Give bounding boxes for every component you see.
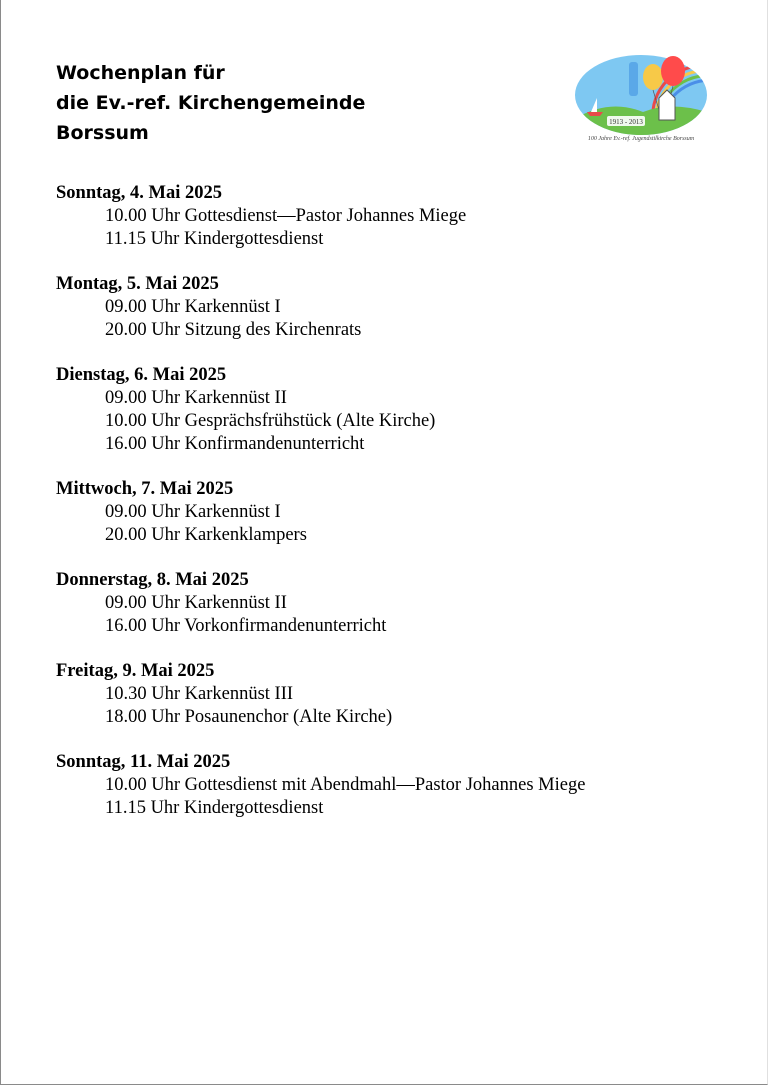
event-item: 16.00 Uhr Konfirmandenunterricht	[105, 434, 365, 454]
day-heading: Freitag, 9. Mai 2025	[56, 661, 215, 681]
logo-graphic	[573, 50, 713, 144]
church-anniversary-logo	[573, 50, 713, 144]
day-heading: Montag, 5. Mai 2025	[56, 274, 219, 294]
day-heading: Sonntag, 11. Mai 2025	[56, 752, 231, 772]
schedule-day	[56, 273, 716, 342]
day-heading: Mittwoch, 7. Mai 2025	[56, 479, 234, 499]
event-item: 11.15 Uhr Kindergottesdienst	[105, 229, 324, 249]
schedule-day	[56, 364, 716, 456]
page-title	[56, 58, 365, 148]
event-item: 18.00 Uhr Posaunenchor (Alte Kirche)	[105, 707, 393, 727]
event-item: 09.00 Uhr Karkennüst II	[105, 593, 287, 613]
day-heading: Dienstag, 6. Mai 2025	[56, 365, 227, 385]
schedule-day	[56, 751, 716, 820]
title-line-3: Borssum	[56, 122, 149, 144]
event-item: 10.00 Uhr Gesprächsfrühstück (Alte Kirche)	[105, 411, 436, 431]
event-item: 10.30 Uhr Karkennüst III	[105, 684, 294, 704]
event-item: 20.00 Uhr Sitzung des Kirchenrats	[105, 320, 362, 340]
schedule-day	[56, 569, 716, 638]
event-item: 09.00 Uhr Karkennüst I	[105, 502, 281, 522]
event-item: 20.00 Uhr Karkenklampers	[105, 525, 307, 545]
event-item: 09.00 Uhr Karkennüst I	[105, 297, 281, 317]
logo-balloon-red	[661, 56, 685, 86]
logo-balloon-yellow	[643, 64, 663, 90]
logo-years: 1913 - 2013	[609, 118, 643, 126]
title-line-1: Wochenplan für	[56, 62, 225, 84]
schedule-day	[56, 660, 716, 729]
schedule-day	[56, 478, 716, 547]
schedule-day	[56, 182, 716, 251]
event-item: 16.00 Uhr Vorkonfirmandenunterricht	[105, 616, 387, 636]
logo-digit-one	[629, 62, 638, 96]
event-item: 09.00 Uhr Karkennüst II	[105, 388, 287, 408]
weekly-schedule	[56, 182, 716, 842]
event-item: 11.15 Uhr Kindergottesdienst	[105, 798, 324, 818]
day-heading: Sonntag, 4. Mai 2025	[56, 183, 223, 203]
day-heading: Donnerstag, 8. Mai 2025	[56, 570, 249, 590]
title-line-2: die Ev.-ref. Kirchengemeinde	[56, 92, 366, 114]
logo-caption: 100 Jahre Ev.-ref. Jugendstilkirche Borssum	[587, 136, 695, 142]
event-item: 10.00 Uhr Gottesdienst mit Abendmahl—Pastor Johannes Miege	[105, 775, 586, 795]
event-item: 10.00 Uhr Gottesdienst—Pastor Johannes Miege	[105, 206, 467, 226]
